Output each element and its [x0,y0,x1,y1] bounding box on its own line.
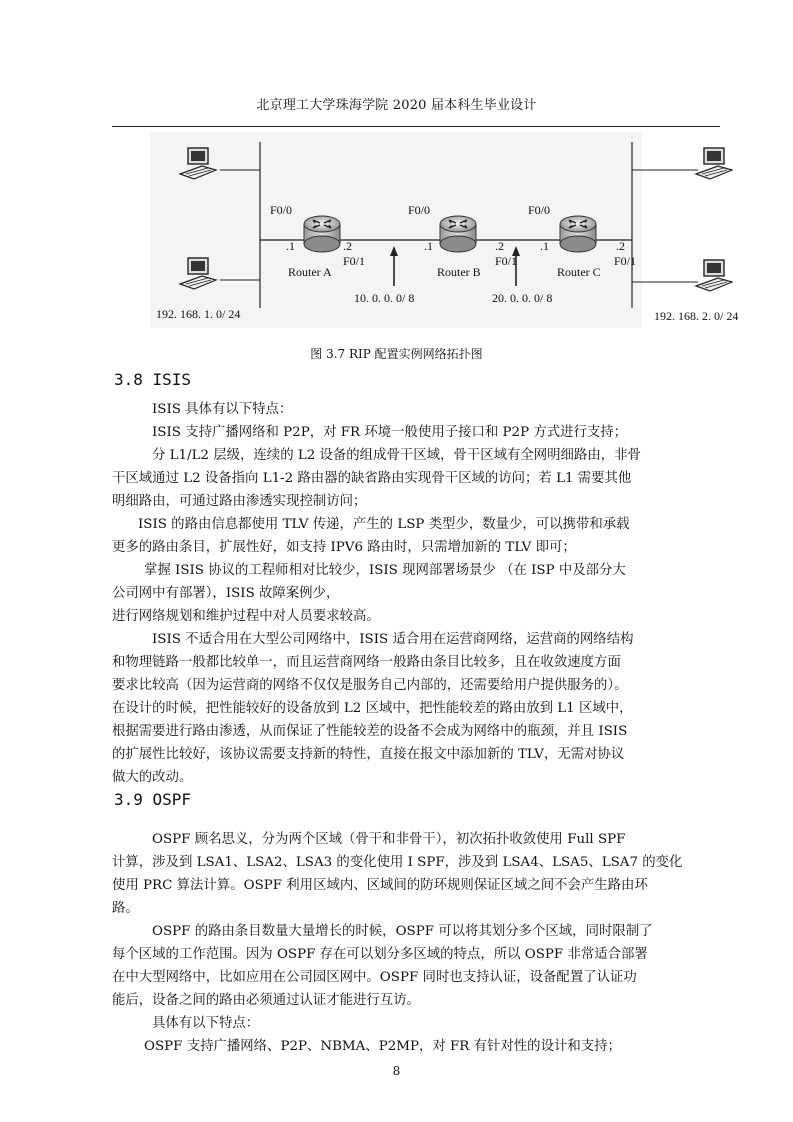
network-label: 10. 0. 0. 0/ 8 [354,291,415,305]
paragraph [112,828,724,920]
text-line: 路。 [112,901,139,916]
figure-caption: 图 3.7 RIP 配置实例网络拓扑图 [310,347,483,361]
port-label: F0/1 [614,254,637,268]
pc-icon [696,148,732,179]
ip-suffix: .2 [616,239,625,253]
text-line: 的扩展性比较好，该协议需要支持新的特性，直接在报文中添加新的 TLV，无需对协议 [112,747,625,762]
text-line: OSPF 支持广播网络、P2P、NBMA、P2MP，对 FR 有针对性的设计和支持； [144,1039,621,1054]
port-label: F0/0 [528,203,551,217]
text-line: 明细路由，可通过路由渗透实现控制访问； [112,494,367,509]
text-line: 掌握 ISIS 协议的工程师相对比较少，ISIS 现网部署场景少 （在 ISP 中及部分大 [144,563,626,578]
paragraph [112,559,724,628]
section-title-ospf: 3.9 OSPF [114,790,192,809]
paragraph [112,920,724,1012]
arrow-up-icon [390,246,398,286]
pc-icon [180,258,216,289]
section-title-isis: 3.8 ISIS [114,370,192,389]
router-icon [440,216,476,252]
router-name: Router A [288,265,332,279]
ip-suffix: .2 [343,239,352,253]
ip-suffix: .2 [495,239,504,253]
page-number: 8 [392,1064,401,1078]
text-line: 根据需要进行路由渗透，从而保证了性能较差的设备不会成为网络中的瓶颈，并且 ISIS [112,724,628,739]
text-line: 要求比较高（因为运营商的网络不仅仅是服务自己内部的，还需要给用户提供服务的）。 [112,678,628,693]
text-line: 干区域通过 L2 设备指向 L1-2 路由器的缺省路由实现骨干区域的访问；若 L1 需要其他 [112,471,632,486]
router-name: Router B [437,265,481,279]
text-line: 在设计的时候，把性能较好的设备放到 L2 区域中，把性能较差的路由放到 L1 区域中， [112,701,633,716]
paragraph [112,513,724,559]
pc-icon [696,260,732,291]
paragraph [112,628,724,789]
text-line: 进行网络规划和维护过程中对人员要求较高。 [112,609,380,624]
text-line: 计算，涉及到 LSA1、LSA2、LSA3 的变化使用 I SPF，涉及到 LSA4、LSA5、LSA7 的变化 [112,855,683,870]
text-line: 和物理链路一般都比较单一，而且运营商网络一般路由条目比较多，且在收敛速度方面 [112,655,621,670]
network-label: 20. 0. 0. 0/ 8 [492,291,553,305]
text-line: ISIS 支持广播网络和 P2P，对 FR 环境一般使用子接口和 P2P 方式进行支持； [152,425,628,440]
router-name: Router C [557,265,601,279]
network-topology-figure [150,132,739,328]
router-icon [304,216,340,252]
port-label: F0/0 [408,203,431,217]
text-line: 能后，设备之间的路由必须通过认证才能进行互访。 [112,993,420,1008]
ip-suffix: .1 [424,239,433,253]
pc-icon [180,148,216,179]
ip-suffix: .1 [540,239,549,253]
port-label: F0/0 [270,203,293,217]
lan-label-left: 192. 168. 1. 0/ 24 [156,307,241,321]
text-line: ISIS 的路由信息都使用 TLV 传递，产生的 LSP 类型少，数量少，可以携带和承载 [138,517,630,532]
text-line: 分 L1/L2 层级，连续的 L2 设备的组成骨干区域，骨干区域有全网明细路由，非骨 [152,448,641,463]
router-icon [560,216,596,252]
text-line: 具体有以下特点： [152,1016,260,1031]
header-rule [112,126,720,127]
topology-diagram [150,132,739,328]
text-line: 在中大型网络中，比如应用在公司园区网中。OSPF 同时也支持认证，设备配置了认证功 [112,970,637,985]
text-line: 做大的改动。 [112,770,193,785]
text-line: OSPF 顾名思义，分为两个区域（骨干和非骨干），初次拓扑收敛使用 Full SPF [152,832,626,847]
page-header: 北京理工大学珠海学院 2020 届本科生毕业设计 [256,98,537,113]
text-line: ISIS 不适合用在大型公司网络中，ISIS 适合用在运营商网络，运营商的网络结构 [152,632,634,647]
text-line: ISIS 具体有以下特点： [152,402,293,417]
text-line: 公司网中有部署），ISIS 故障案例少， [112,586,340,601]
text-line: 每个区域的工作范围。因为 OSPF 存在可以划分多区域的特点，所以 OSPF 非常适合部署 [112,947,648,962]
port-label: F0/1 [495,254,518,268]
paragraph [112,1035,724,1058]
text-line: 更多的路由条目，扩展性好，如支持 IPV6 路由时，只需增加新的 TLV 即可； [112,540,576,555]
paragraph [112,421,724,444]
paragraph [112,398,724,421]
text-line: 使用 PRC 算法计算。OSPF 利用区域内、区域间的防环规则保证区域之间不会产生路由环 [112,878,648,893]
paragraph [112,444,724,513]
paragraph [112,1012,724,1035]
lan-label-right: 192. 168. 2. 0/ 24 [654,309,739,323]
port-label: F0/1 [343,254,366,268]
ip-suffix: .1 [286,239,295,253]
text-line: OSPF 的路由条目数量大量增长的时候，OSPF 可以将其划分多个区域，同时限制了 [152,924,653,939]
